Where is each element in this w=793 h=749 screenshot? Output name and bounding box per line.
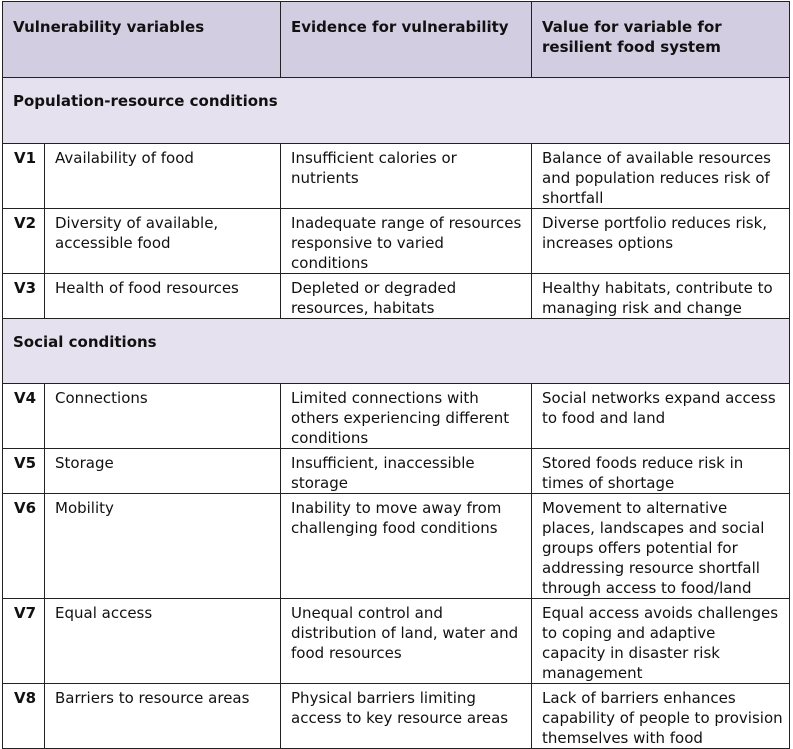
row-evidence: Insufficient, inaccessible storage — [281, 449, 532, 494]
vulnerability-table — [2, 1, 790, 749]
row-variable: Mobility — [45, 494, 281, 599]
header-value: Value for variable for resilient food system — [532, 2, 790, 78]
row-code: V8 — [3, 684, 45, 749]
row-variable: Availability of food — [45, 144, 281, 209]
row-variable: Diversity of available, accessible food — [45, 209, 281, 274]
row-evidence: Inadequate range of resources responsive to varied conditions — [281, 209, 532, 274]
row-variable: Equal access — [45, 599, 281, 684]
row-evidence: Physical barriers limiting access to key resource areas — [281, 684, 532, 749]
table-row — [3, 274, 790, 319]
row-value: Social networks expand access to food and land — [532, 384, 790, 449]
row-value: Healthy habitats, contribute to managing risk and change — [532, 274, 790, 319]
row-value: Diverse portfolio reduces risk, increases options — [532, 209, 790, 274]
row-code: V6 — [3, 494, 45, 599]
row-code: V2 — [3, 209, 45, 274]
table-row — [3, 599, 790, 684]
table-row — [3, 684, 790, 749]
row-variable: Storage — [45, 449, 281, 494]
table-row — [3, 209, 790, 274]
header-row — [3, 2, 790, 78]
row-code: V5 — [3, 449, 45, 494]
row-code: V4 — [3, 384, 45, 449]
row-variable: Barriers to resource areas — [45, 684, 281, 749]
section-title-population: Population-resource conditions — [3, 78, 790, 144]
row-variable: Health of food resources — [45, 274, 281, 319]
table-row — [3, 494, 790, 599]
row-evidence: Unequal control and distribution of land, water and food resources — [281, 599, 532, 684]
row-value: Lack of barriers enhances capability of people to provision themselves with food — [532, 684, 790, 749]
row-code: V7 — [3, 599, 45, 684]
row-evidence: Inability to move away from challenging food conditions — [281, 494, 532, 599]
section-header-row — [3, 78, 790, 144]
header-evidence: Evidence for vulnerability — [281, 2, 532, 78]
row-value: Stored foods reduce risk in times of shortage — [532, 449, 790, 494]
table-row — [3, 449, 790, 494]
header-vulnerability-variables: Vulnerability variables — [3, 2, 281, 78]
row-evidence: Insufficient calories or nutrients — [281, 144, 532, 209]
table-row — [3, 384, 790, 449]
row-value: Movement to alternative places, landscapes and social groups offers potential for addressing resource shortfall through access to food/land — [532, 494, 790, 599]
row-evidence: Depleted or degraded resources, habitats — [281, 274, 532, 319]
row-value: Balance of available resources and population reduces risk of shortfall — [532, 144, 790, 209]
row-variable: Connections — [45, 384, 281, 449]
table-row — [3, 144, 790, 209]
section-title-social: Social conditions — [3, 319, 790, 384]
row-evidence: Limited connections with others experiencing different conditions — [281, 384, 532, 449]
row-value: Equal access avoids challenges to coping and adaptive capacity in disaster risk management — [532, 599, 790, 684]
row-code: V1 — [3, 144, 45, 209]
row-code: V3 — [3, 274, 45, 319]
section-header-row — [3, 319, 790, 384]
